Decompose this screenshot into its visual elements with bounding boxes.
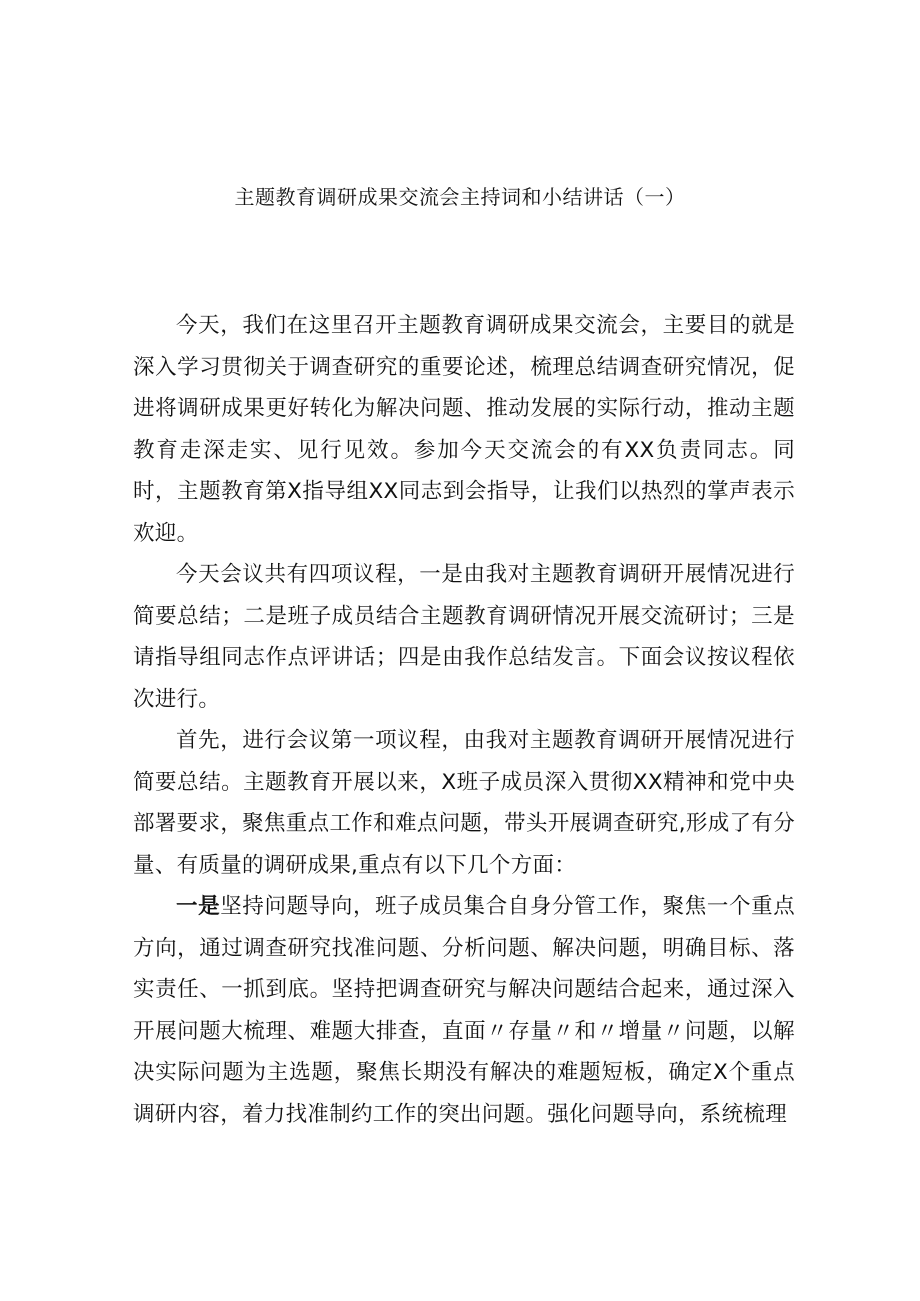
document-title: 主题教育调研成果交流会主持词和小结讲话（一） [234,185,686,209]
paragraph-opening [133,305,795,554]
document-body [133,305,795,1135]
paragraph-text: 坚持问题导向，班子成员集合自身分管工作，聚焦一个重点方向，通过调查研究找准问题、分析问题、解决问题，明确目标、落实责任、一抓到底。坚持把调查研究与解决问题结合起来，通过深入开展问题大梳理、难题大排查，直面〃存量〃和〃增量〃问题，以解决实际问题为主选题，聚焦长期没有解决的难题短板，确定X个重点调研内容，着力找准制约工作的突出问题。强化问题导向，系统梳理 [133,894,795,1127]
paragraph-first-item [133,720,795,886]
paragraph-text: 今天会议共有四项议程，一是由我对主题教育调研开展情况进行简要总结；二是班子成员结合主题教育调研情况开展交流研讨；三是请指导组同志作点评讲话；四是由我作总结发言。下面会议按议程依次进行。 [133,562,795,712]
paragraph-text: 今天，我们在这里召开主题教育调研成果交流会，主要目的就是深入学习贯彻关于调查研究的重要论述，梳理总结调查研究情况，促进将调研成果更好转化为解决问题、推动发展的实际行动，推动主题教育走深走实、见行见效。参加今天交流会的有XX负责同志。同时，主题教育第X指导组XX同志到会指导，让我们以热烈的掌声表示欢迎。 [133,313,795,546]
paragraph-lead: 一是 [176,894,221,919]
paragraph-point-one [133,886,795,1135]
paragraph-text: 首先，进行会议第一项议程，由我对主题教育调研开展情况进行简要总结。主题教育开展以来，X班子成员深入贯彻XX精神和党中央部署要求，聚焦重点工作和难点问题，带头开展调查研究,形成了有分量、有质量的调研成果,重点有以下几个方面： [133,728,795,878]
paragraph-agenda [133,554,795,720]
